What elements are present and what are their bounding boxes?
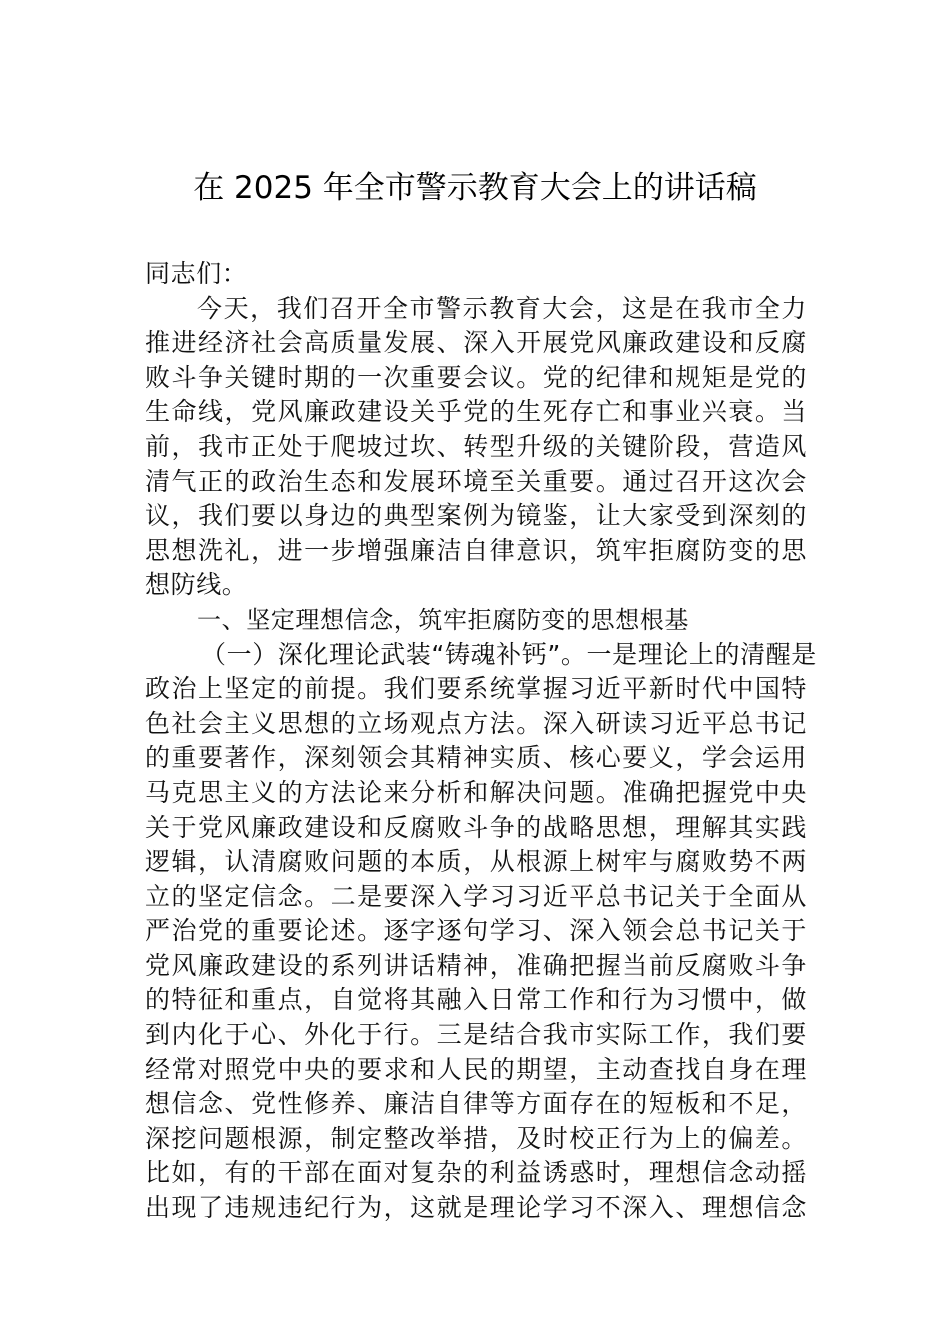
salutation: 同志们： bbox=[145, 259, 248, 288]
paragraph-line: 深挖问题根源，制定整改举措，及时校正行为上的偏差。 bbox=[145, 1123, 807, 1153]
paragraph-line: 严治党的重要论述。逐字逐句学习、深入领会总书记关于 bbox=[145, 916, 807, 946]
paragraph-line: 想防线。 bbox=[145, 570, 248, 600]
paragraph-line: 关于党风廉政建设和反腐败斗争的战略思想，理解其实践 bbox=[145, 812, 807, 842]
paragraph-line: 推进经济社会高质量发展、深入开展党风廉政建设和反腐 bbox=[145, 328, 807, 358]
paragraph-line: 的重要著作，深刻领会其精神实质、核心要义，学会运用 bbox=[145, 743, 807, 773]
paragraph-line: 议，我们要以身边的典型案例为镜鉴，让大家受到深刻的 bbox=[145, 501, 807, 531]
paragraph-line: 比如，有的干部在面对复杂的利益诱惑时，理想信念动摇 bbox=[145, 1158, 807, 1188]
paragraph-line: 立的坚定信念。二是要深入学习习近平总书记关于全面从 bbox=[145, 881, 807, 911]
paragraph-line: 政治上坚定的前提。我们要系统掌握习近平新时代中国特 bbox=[145, 674, 807, 704]
paragraph-line: 党风廉政建设的系列讲话精神，准确把握当前反腐败斗争 bbox=[145, 950, 807, 980]
paragraph-line: 前，我市正处于爬坡过坎、转型升级的关键阶段，营造风 bbox=[145, 431, 807, 461]
paragraph-line: 出现了违规违纪行为，这就是理论学习不深入、理想信念 bbox=[145, 1193, 807, 1223]
paragraph-line: 思想洗礼，进一步增强廉洁自律意识，筑牢拒腐防变的思 bbox=[145, 535, 807, 565]
paragraph-line: 败斗争关键时期的一次重要会议。党的纪律和规矩是党的 bbox=[145, 362, 807, 392]
paragraph-line: 想信念、党性修养、廉洁自律等方面存在的短板和不足， bbox=[145, 1089, 807, 1119]
paragraph-line: 色社会主义思想的立场观点方法。深入研读习近平总书记 bbox=[145, 708, 807, 738]
paragraph-line: 马克思主义的方法论来分析和解决问题。准确把握党中央 bbox=[145, 777, 807, 807]
paragraph-line: 清气正的政治生态和发展环境至关重要。通过召开这次会 bbox=[145, 466, 807, 496]
paragraph-line: 逻辑，认清腐败问题的本质，从根源上树牢与腐败势不两 bbox=[145, 847, 807, 877]
paragraph-line: 的特征和重点，自觉将其融入日常工作和行为习惯中，做 bbox=[145, 985, 807, 1015]
paragraph-line: 今天，我们召开全市警示教育大会，这是在我市全力 bbox=[197, 293, 807, 323]
paragraph-line: 生命线，党风廉政建设关乎党的生死存亡和事业兴衰。当 bbox=[145, 397, 807, 427]
document-title: 在 2025 年全市警示教育大会上的讲话稿 bbox=[193, 170, 757, 206]
subsection-line: （一）深化理论武装“铸魂补钙”。一是理论上的清醒是 bbox=[201, 639, 817, 669]
document-body bbox=[145, 257, 817, 1226]
paragraph-line: 到内化于心、外化于行。三是结合我市实际工作，我们要 bbox=[145, 1020, 807, 1050]
paragraph-line: 经常对照党中央的要求和人民的期望，主动查找自身在理 bbox=[145, 1054, 807, 1084]
section-heading: 一、坚定理想信念，筑牢拒腐防变的思想根基 bbox=[197, 605, 689, 634]
